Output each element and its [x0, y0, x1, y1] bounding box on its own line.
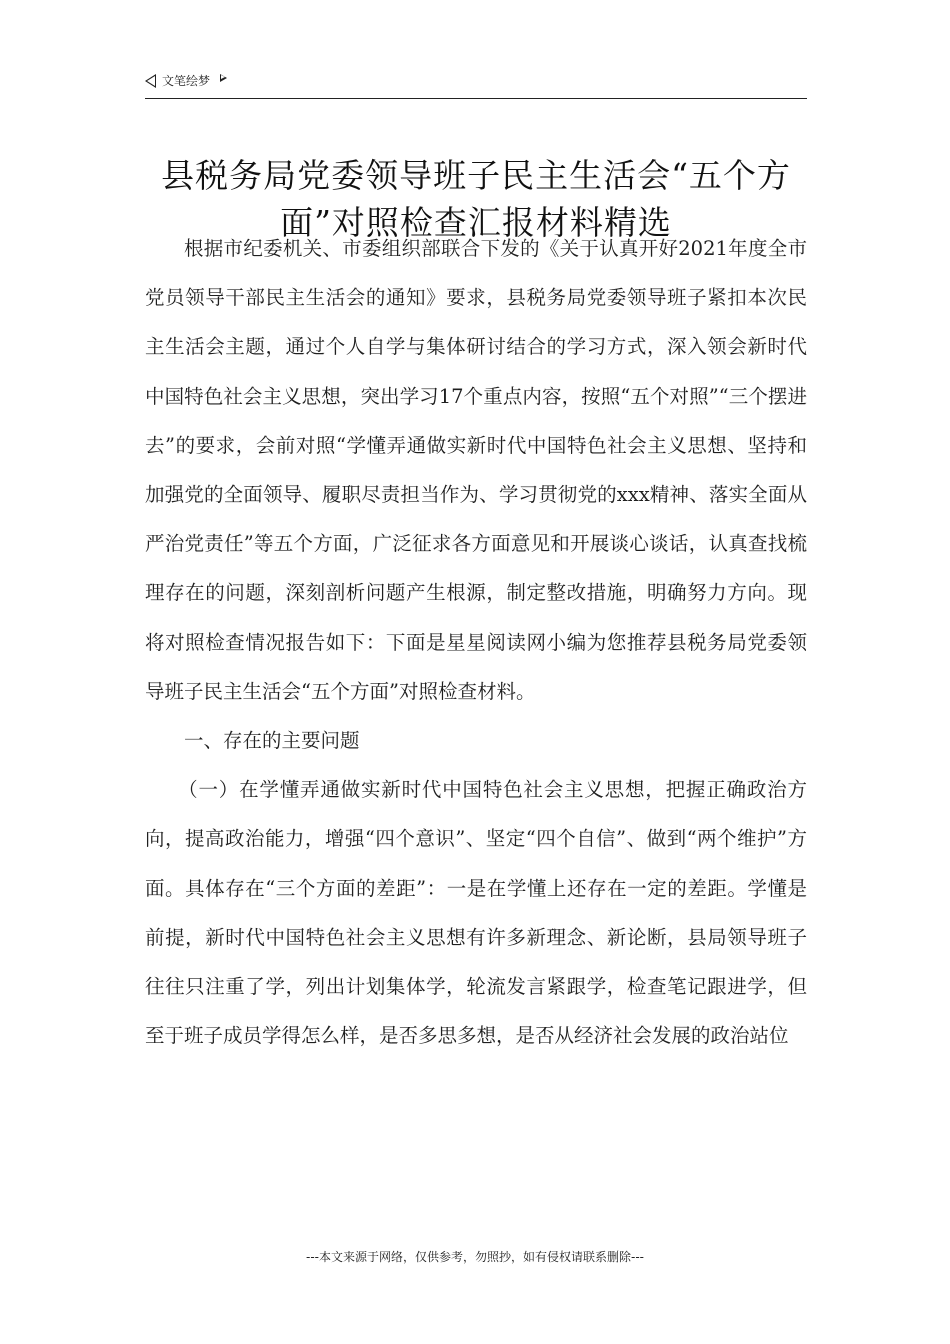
document-title: 县税务局党委领导班子民主生活会“五个方面”对照检查汇报材料精选 — [161, 156, 791, 243]
site-name: 文笔绘梦 — [162, 74, 211, 88]
page-header — [145, 72, 807, 99]
footer-notice: ---本文来源于网络，仅供参考，勿照抄，如有侵权请联系删除--- — [306, 1250, 644, 1264]
document-body — [145, 224, 807, 1060]
section-heading: 一、存在的主要问题 — [184, 729, 360, 753]
triangle-left-icon — [145, 74, 156, 88]
triangle-right-icon — [220, 74, 227, 82]
intro-paragraph: 根据市纪委机关、市委组织部联合下发的《关于认真开好2021年度全市党员领导干部民主生活会的通知》要求，县税务局党委领导班子紧扣本次民主生活会主题，通过个人自学与集体研讨结合的学习方式，深入领会新时代中国特色社会主义思想，突出学习17个重点内容，按照“五个对照”“三个摆进去”的要求，会前对照“学懂弄通做实新时代中国特色社会主义思想、坚持和加强党的全面领导、履职尽责担当作为、学习贯彻党的xxx精神、落实全面从严治党责任”等五个方面，广泛征求各方面意见和开展谈心谈话，认真查找梳理存在的问题，深刻剖析问题产生根源，制定整改措施，明确努力方向。现将对照检查情况报告如下：下面是星星阅读网小编为您推荐县税务局党委领导班子民主生活会“五个方面”对照检查材料。 — [145, 237, 807, 703]
subsection-paragraph: （一）在学懂弄通做实新时代中国特色社会主义思想，把握正确政治方向，提高政治能力，增强“四个意识”、坚定“四个自信”、做到“两个维护”方面。具体存在“三个方面的差距”：一是在学懂上还存在一定的差距。学懂是前提，新时代中国特色社会主义思想有许多新理念、新论断，县局领导班子往往只注重了学，列出计划集体学，轮流发言紧跟学，检查笔记跟进学，但至于班子成员学得怎么样，是否多思多想，是否从经济社会发展的政治站位 — [145, 778, 807, 1048]
